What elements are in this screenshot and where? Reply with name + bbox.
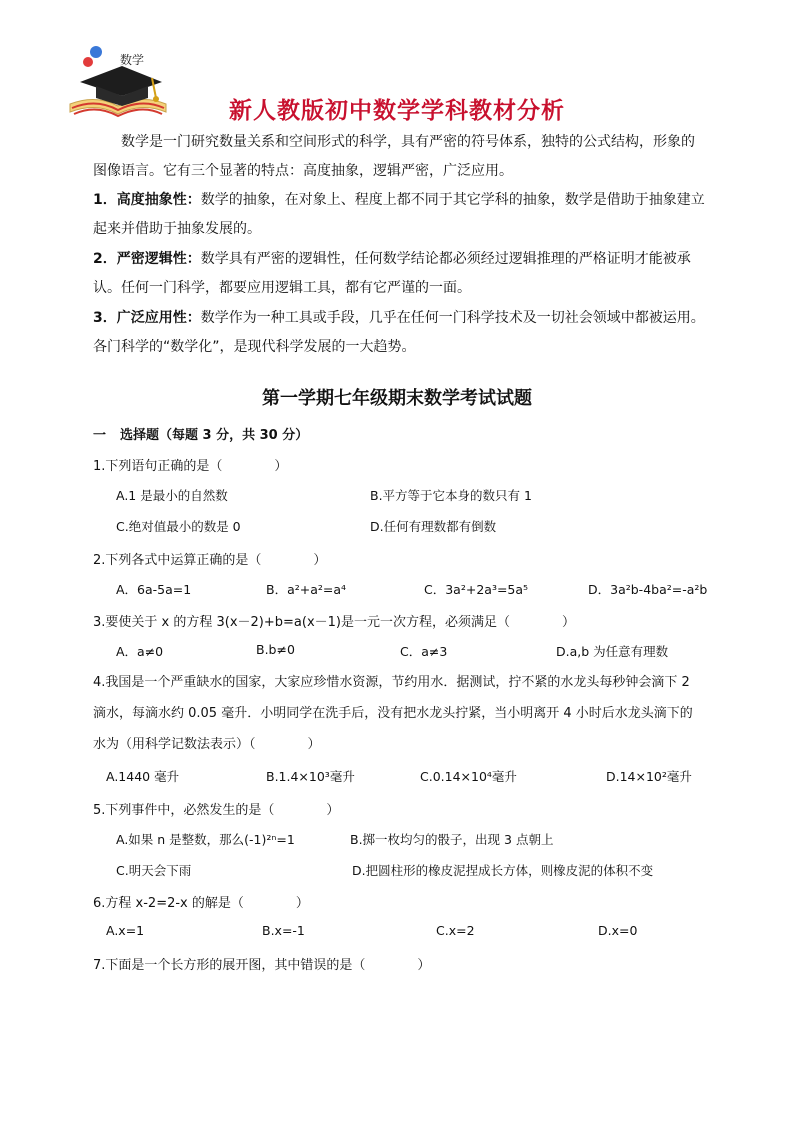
question-6-stem: 6.方程 x-2=2-x 的解是（ ）: [93, 896, 309, 911]
feature-lead: 2．严密逻辑性：: [93, 251, 201, 267]
feature-application: [93, 304, 705, 362]
feature-text: 数学作为一种工具或手段，几乎在任何一门科学技术及一切社会领域中都被运用。各门科学的“数学化”，是现代科学发展的一大趋势。: [93, 310, 705, 355]
question-1-option-c: C.绝对值最小的数是 0: [116, 519, 241, 534]
question-1-option-a: A.1 是最小的自然数: [116, 488, 228, 503]
feature-lead: 3．广泛应用性：: [93, 310, 201, 326]
question-1-option-d: D.任何有理数都有倒数: [370, 519, 497, 534]
logo-label: 数学: [120, 53, 145, 67]
feature-text: 数学具有严密的逻辑性，任何数学结论都必须经过逻辑推理的严格证明才能被承认。任何一门科学，都要应用逻辑工具，都有它严谨的一面。: [93, 251, 691, 296]
question-3-option-d: D.a,b 为任意有理数: [556, 644, 669, 659]
question-3-stem: 3.要使关于 x 的方程 3(x－2)+b=a(x－1)是一元一次方程，必须满足（ ）: [93, 615, 575, 630]
feature-abstract: [93, 186, 705, 244]
question-5-stem: 5.下列事件中，必然发生的是（ ）: [93, 803, 340, 818]
question-4-option-d: D.14×10²毫升: [606, 769, 692, 784]
question-3-option-a: A．a≠0: [116, 644, 164, 659]
question-5-option-a: A.如果 n 是整数，那么(-1)²ⁿ=1: [116, 832, 295, 847]
feature-text: 数学的抽象，在对象上、程度上都不同于其它学科的抽象，数学是借助于抽象建立起来并借助于抽象发展的。: [93, 192, 705, 237]
question-2-option-b: B．a²+a²=a⁴: [266, 582, 347, 597]
question-2-option-c: C．3a²+2a³=5a⁵: [424, 582, 529, 597]
question-3-option-c: C．a≠3: [400, 644, 448, 659]
question-2-option-a: A．6a-5a=1: [116, 582, 192, 597]
question-5-option-d: D.把圆柱形的橡皮泥捏成长方体，则橡皮泥的体积不变: [352, 863, 654, 878]
intro-paragraph: 数学是一门研究数量关系和空间形式的科学，具有严密的符号体系，独特的公式结构，形象的图像语言。它有三个显著的特点：高度抽象，逻辑严密，广泛应用。: [93, 134, 695, 179]
question-6-option-d: D.x=0: [598, 923, 638, 938]
question-2-option-d: D．3a²b-4ba²=-a²b: [588, 582, 708, 597]
part-title: 选择题（每题 3 分，共 30 分）: [120, 428, 309, 443]
question-1-option-b: B.平方等于它本身的数只有 1: [370, 488, 532, 503]
exam-title: 第一学期七年级期末数学考试试题: [262, 388, 532, 409]
feature-logic: [93, 245, 705, 303]
question-6-option-a: A.x=1: [106, 923, 145, 938]
question-4-option-a: A.1440 毫升: [106, 769, 180, 784]
question-3-option-b: B.b≠0: [256, 642, 295, 657]
question-5-option-c: C.明天会下雨: [116, 863, 192, 878]
question-4-option-b: B.1.4×10³毫升: [266, 769, 355, 784]
feature-lead: 1．高度抽象性：: [93, 192, 201, 208]
question-2-stem: 2.下列各式中运算正确的是（ ）: [93, 553, 327, 568]
question-6-option-c: C.x=2: [436, 923, 475, 938]
question-4-stem: 4.我国是一个严重缺水的国家，大家应珍惜水资源，节约用水．据测试，拧不紧的水龙头每秒钟会滴下 2 滴水，每滴水约 0.05 毫升．小明同学在洗手后，没有把水龙头拧紧，当小明离开 4 小时后水龙头滴下的水为（用科学记数法表示）（ ）: [93, 675, 693, 752]
question-5-option-b: B.掷一枚均匀的骰子，出现 3 点朝上: [350, 832, 554, 847]
part-heading: [93, 424, 308, 443]
page-title: 新人教版初中数学学科教材分析: [229, 98, 565, 124]
question-6-option-b: B.x=-1: [262, 923, 305, 938]
question-1-stem: 1.下列语句正确的是（ ）: [93, 459, 288, 474]
part-number: 一: [93, 428, 107, 443]
question-4-option-c: C.0.14×10⁴毫升: [420, 769, 517, 784]
question-7-stem: 7.下面是一个长方形的展开图，其中错误的是（ ）: [93, 958, 431, 973]
